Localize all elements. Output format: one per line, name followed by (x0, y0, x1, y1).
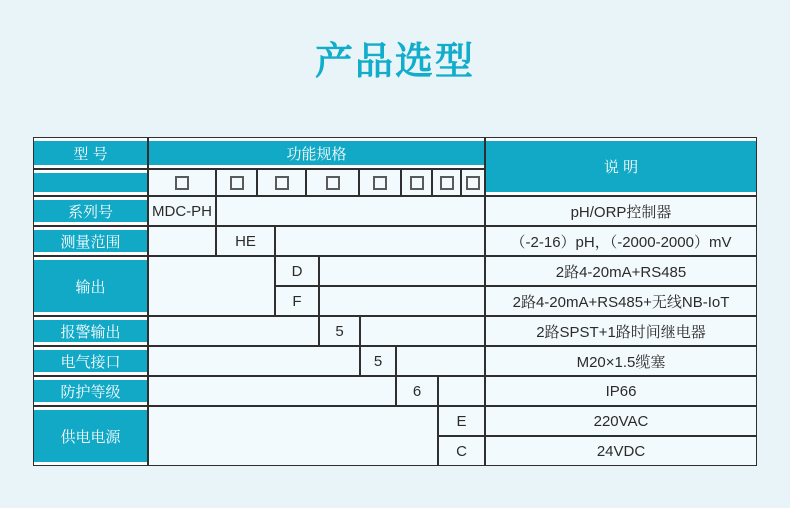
cell-power-desc-c: 24VDC (485, 436, 757, 466)
row-label-range: 测量范围 (33, 226, 148, 256)
cell-protection-desc: IP66 (485, 376, 757, 406)
checkbox-cell-4 (306, 169, 359, 196)
header-model: 型 号 (33, 137, 148, 169)
cell-gland-filler-right (396, 346, 485, 376)
cell-range-filler-left (148, 226, 216, 256)
row-label-power: 供电电源 (33, 406, 148, 466)
cell-output-desc-f: 2路4-20mA+RS485+无线NB-IoT (485, 286, 757, 316)
checkbox-icon (275, 176, 289, 190)
row-label-gland: 电气接口 (33, 346, 148, 376)
header-desc: 说 明 (485, 137, 757, 196)
checkbox-cell-8 (461, 169, 485, 196)
checkbox-cell-6 (401, 169, 432, 196)
checkbox-cell-2 (216, 169, 257, 196)
cell-alarm-code: 5 (319, 316, 360, 346)
cell-range-code: HE (216, 226, 275, 256)
checkbox-icon (373, 176, 387, 190)
header-spec: 功能规格 (148, 137, 485, 169)
cell-protection-filler-right (438, 376, 485, 406)
checkbox-icon (410, 176, 424, 190)
checkbox-icon (326, 176, 340, 190)
row-label-output: 输出 (33, 256, 148, 316)
cell-power-code-c: C (438, 436, 485, 466)
page-title: 产品选型 (314, 41, 475, 83)
cell-alarm-desc: 2路SPST+1路时间继电器 (485, 316, 757, 346)
cell-output-filler-f (319, 286, 485, 316)
cell-range-filler-right (275, 226, 485, 256)
cell-protection-filler-left (148, 376, 396, 406)
row-label-protection: 防护等级 (33, 376, 148, 406)
checkbox-icon (230, 176, 244, 190)
row-label-series: 系列号 (33, 196, 148, 226)
cell-output-code-d: D (275, 256, 319, 286)
cell-power-code-e: E (438, 406, 485, 436)
cell-alarm-filler-left (148, 316, 319, 346)
checkbox-cell-1 (148, 169, 216, 196)
cell-power-desc-e: 220VAC (485, 406, 757, 436)
checkbox-icon (175, 176, 189, 190)
cell-gland-code: 5 (360, 346, 396, 376)
cell-output-desc-d: 2路4-20mA+RS485 (485, 256, 757, 286)
cell-range-desc: （-2-16）pH，（-2000-2000）mV (485, 226, 757, 256)
cell-gland-filler-left (148, 346, 360, 376)
cell-series-code: MDC-PH (148, 196, 216, 226)
cell-output-filler-left (148, 256, 275, 316)
checkbox-icon (440, 176, 454, 190)
cell-series-filler (216, 196, 485, 226)
cell-output-code-f: F (275, 286, 319, 316)
cell-series-desc: pH/ORP控制器 (485, 196, 757, 226)
checkbox-cell-5 (359, 169, 401, 196)
cell-gland-desc: M20×1.5缆塞 (485, 346, 757, 376)
product-selection-table (33, 137, 757, 466)
cell-power-filler-left (148, 406, 438, 466)
header-model-spacer (33, 169, 148, 196)
cell-protection-code: 6 (396, 376, 438, 406)
checkbox-cell-3 (257, 169, 306, 196)
checkbox-cell-7 (432, 169, 461, 196)
checkbox-icon (466, 176, 480, 190)
cell-output-filler-d (319, 256, 485, 286)
row-label-alarm: 报警输出 (33, 316, 148, 346)
cell-alarm-filler-right (360, 316, 485, 346)
